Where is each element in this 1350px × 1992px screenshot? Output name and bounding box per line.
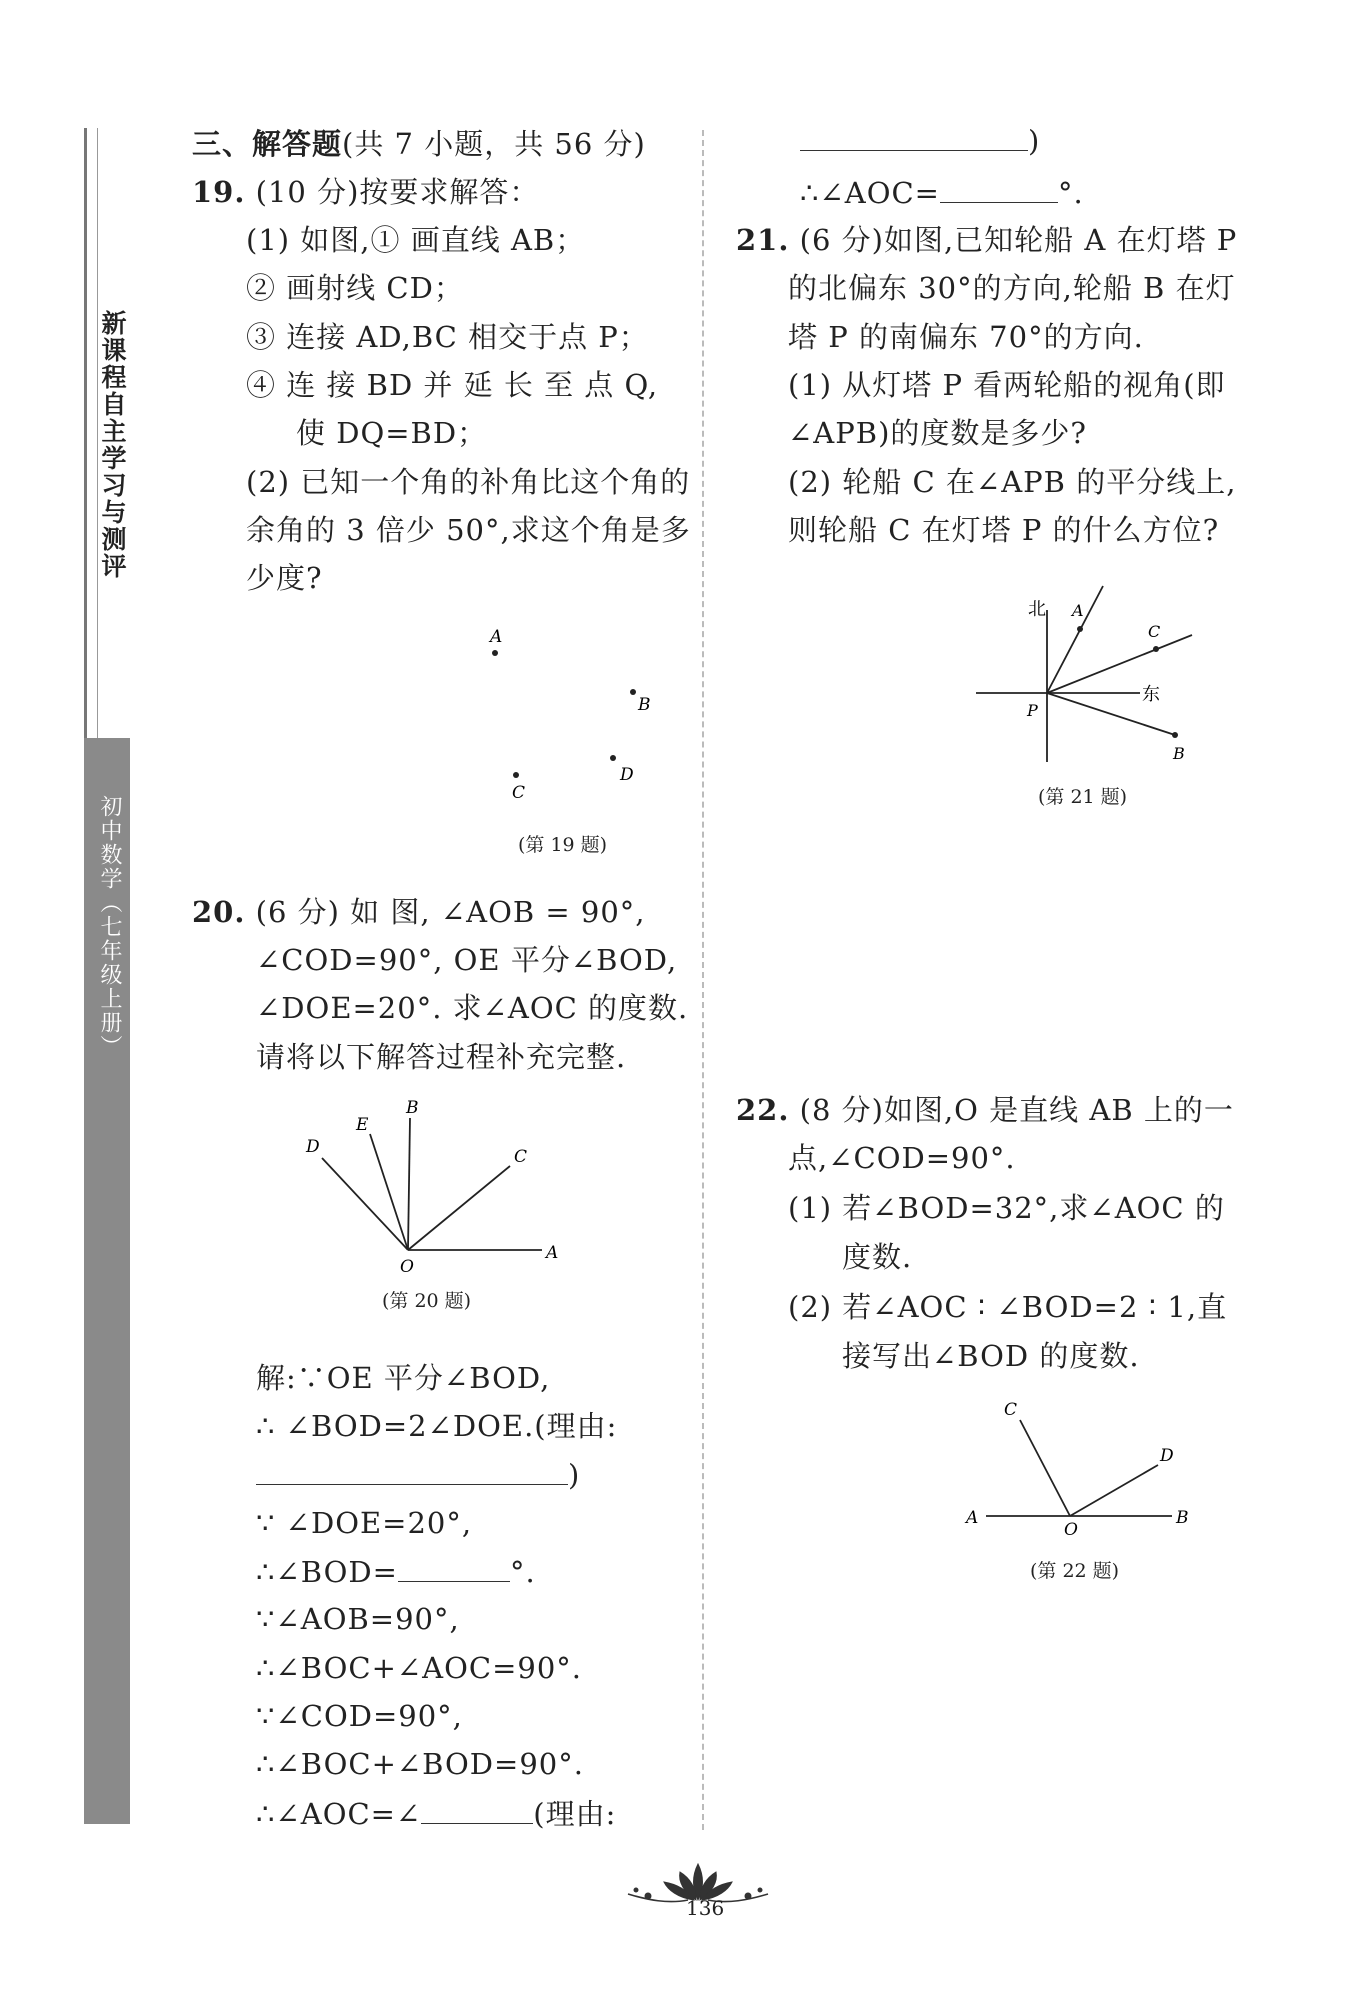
q21-label-c: C <box>1148 622 1161 641</box>
q20-blank-angle[interactable] <box>421 1793 533 1824</box>
q22-label-o: O <box>1064 1520 1078 1535</box>
q20-cont2 <box>800 172 1084 213</box>
sidebar-book-title: 初中数学（七年级上册） <box>97 795 122 1059</box>
q21-line5: ∠APB)的度数是多少? <box>788 416 1087 450</box>
q19-line1: (10 分)按要求解答： <box>255 175 540 209</box>
q21-line6: (2) 轮船 C 在∠APB 的平分线上, <box>788 465 1237 499</box>
q20-line3: ∠DOE=20°. 求∠AOC 的度数. <box>256 991 689 1025</box>
q20-line4: 请将以下解答过程补充完整. <box>256 1040 627 1074</box>
q22-line3: (1) 若∠BOD=32°,求∠AOC 的 <box>788 1191 1225 1225</box>
q22-line5: (2) 若∠AOC ∶ ∠BOD=2 ∶ 1,直 <box>788 1290 1228 1324</box>
q19-line7: (2) 已知一个角的补角比这个角的 <box>246 465 691 499</box>
q19-point-b <box>630 689 636 695</box>
q22-ray-od <box>1070 1465 1158 1516</box>
q21-line7: 则轮船 C 在灯塔 P 的什么方位? <box>788 513 1220 547</box>
q19-line9: 少度? <box>246 561 323 595</box>
q22-label-a: A <box>966 1508 979 1528</box>
q20-label-e: E <box>356 1115 369 1135</box>
q20-label-o: O <box>400 1257 414 1277</box>
q20-cont2-unit: °. <box>1057 176 1084 210</box>
q19-label-a: A <box>490 627 503 647</box>
q20-blank-reason2[interactable] <box>800 120 1028 151</box>
q22-ray-oc <box>1020 1420 1070 1516</box>
q19-line2: (1) 如图,① 画直线 AB； <box>246 223 586 257</box>
q22-label-d: D <box>1160 1446 1174 1466</box>
q20-sol2: ∴ ∠BOD=2∠DOE.(理由: <box>256 1409 618 1443</box>
q22-line1: (8 分)如图,O 是直线 AB 上的一 <box>799 1093 1234 1127</box>
q19-label-c: C <box>512 783 526 803</box>
q19-line3: ② 画射线 CD； <box>246 271 464 305</box>
q20-sol3-end: ) <box>568 1458 581 1492</box>
column-divider <box>702 130 704 1830</box>
q19-line4: ③ 连接 AD,BC 相交于点 P； <box>246 320 649 354</box>
q20-figure <box>300 1098 580 1278</box>
q19-number: 19. <box>192 175 246 209</box>
q21-point-b <box>1172 732 1178 738</box>
q20-sol6: ∵∠AOB=90°, <box>256 1602 460 1636</box>
q20-blank-bod[interactable] <box>398 1551 510 1582</box>
q21-label-a: A <box>1072 601 1084 620</box>
q21-figure <box>970 580 1210 780</box>
q19-point-d <box>610 755 616 761</box>
q22-number: 22. <box>736 1093 790 1127</box>
q22-caption: (第 22 题) <box>1030 1560 1120 1582</box>
q22-line6: 接写出∠BOD 的度数. <box>842 1339 1140 1373</box>
q22-line4: 度数. <box>842 1240 913 1274</box>
q20-cont2-text: ∴∠AOC= <box>800 176 940 210</box>
section-title: 三、解答题 <box>192 127 343 161</box>
q20-line2: ∠COD=90°, OE 平分∠BOD, <box>256 943 678 977</box>
q21-heading <box>736 220 1237 260</box>
q20-ray-od <box>322 1158 408 1250</box>
q22-line2: 点,∠COD=90°. <box>788 1141 1016 1175</box>
q21-line2: 的北偏东 30°的方向,轮船 B 在灯 <box>788 271 1236 305</box>
q22-heading <box>736 1090 1234 1130</box>
q20-sol10-text: ∴∠AOC=∠ <box>256 1797 422 1831</box>
q20-ray-ob <box>408 1118 410 1250</box>
page-number: 136 <box>686 1896 725 1920</box>
q20-blank-reason1[interactable] <box>256 1454 568 1485</box>
q21-point-c <box>1153 646 1159 652</box>
q21-label-east: 东 <box>1142 684 1160 705</box>
sidebar-series-title: 新课程自主学习与测评 <box>98 310 127 580</box>
q20-label-c: C <box>514 1147 528 1167</box>
q21-line1: (6 分)如图,已知轮船 A 在灯塔 P <box>799 223 1238 257</box>
q21-label-north: 北 <box>1028 599 1046 620</box>
q21-label-b: B <box>1173 744 1185 763</box>
q19-line5: ④ 连 接 BD 并 延 长 至 点 Q, <box>246 368 659 402</box>
q19-line8: 余角的 3 倍少 50°,求这个角是多 <box>246 513 691 547</box>
q19-label-b: B <box>638 695 651 715</box>
q20-cont1 <box>800 120 1040 161</box>
q20-sol7: ∴∠BOC+∠AOC=90°. <box>256 1651 582 1685</box>
q20-sol9: ∴∠BOC+∠BOD=90°. <box>256 1747 584 1781</box>
q20-number: 20. <box>192 895 246 929</box>
q20-sol4: ∵ ∠DOE=20°, <box>256 1506 473 1540</box>
q21-label-p: P <box>1027 701 1038 720</box>
q21-line4: (1) 从灯塔 P 看两轮船的视角(即 <box>788 368 1226 402</box>
q19-caption: (第 19 题) <box>518 834 608 856</box>
q19-heading <box>192 172 539 212</box>
q20-line1: (6 分) 如 图, ∠AOB = 90°, <box>255 895 646 929</box>
q20-ray-oc <box>408 1166 510 1250</box>
q20-sol10 <box>256 1793 616 1834</box>
q20-sol1: 解:∵OE 平分∠BOD, <box>256 1361 551 1395</box>
q21-caption: (第 21 题) <box>1038 786 1128 808</box>
section-note: (共 7 小题，共 56 分) <box>342 127 646 161</box>
q21-ray-pc <box>1047 635 1192 693</box>
sidebar-rule <box>84 128 98 738</box>
q20-ray-oe <box>370 1134 408 1250</box>
q20-label-a: A <box>546 1243 559 1263</box>
q20-sol5 <box>256 1551 536 1592</box>
q20-sol5-text: ∴∠BOD= <box>256 1555 398 1589</box>
q20-cont1-end: ) <box>1028 124 1041 158</box>
q19-point-c <box>513 772 519 778</box>
q21-line3: 塔 P 的南偏东 70°的方向. <box>788 320 1144 354</box>
q20-blank-aoc[interactable] <box>940 172 1058 203</box>
q22-label-b: B <box>1176 1508 1189 1528</box>
q19-figure <box>470 620 670 810</box>
q20-sol3 <box>256 1454 580 1495</box>
q19-label-d: D <box>620 765 634 785</box>
q20-sol5-unit: °. <box>509 1555 536 1589</box>
q20-sol10-reason: (理由: <box>533 1797 617 1831</box>
q20-caption: (第 20 题) <box>382 1290 472 1312</box>
q21-number: 21. <box>736 223 790 257</box>
q22-label-c: C <box>1004 1400 1018 1420</box>
q20-label-d: D <box>306 1137 320 1157</box>
q20-heading <box>192 892 646 932</box>
q20-sol8: ∵∠COD=90°, <box>256 1699 463 1733</box>
q21-point-a <box>1077 626 1083 632</box>
q19-line6: 使 DQ=BD； <box>296 416 488 450</box>
q19-point-a <box>492 650 498 656</box>
q20-label-b: B <box>406 1098 419 1118</box>
q22-figure <box>960 1395 1200 1535</box>
section-heading <box>192 124 646 164</box>
